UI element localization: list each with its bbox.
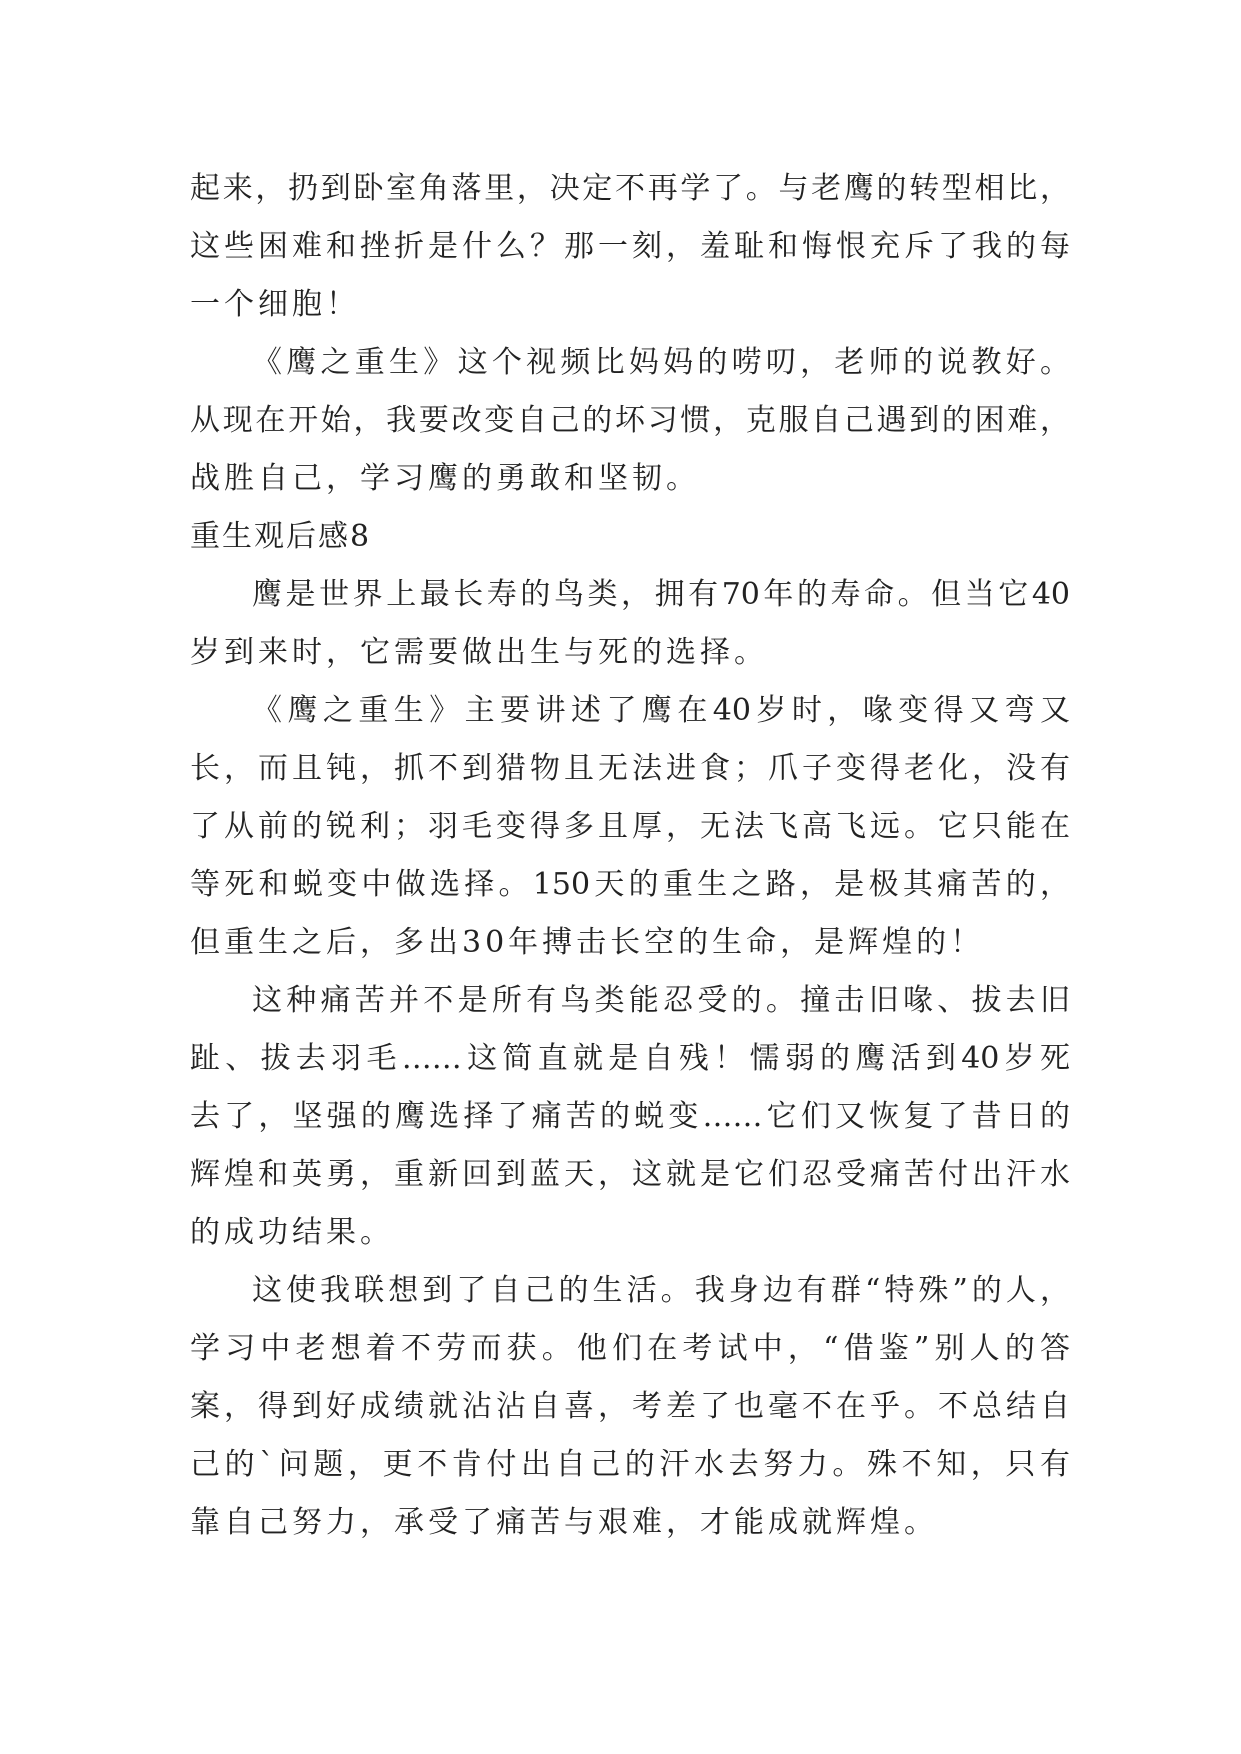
section-heading-block <box>190 508 1070 566</box>
paragraph <box>190 972 1070 1262</box>
text-line: 这些困难和挫折是什么？那一刻，羞耻和悔恨充斥了我的每 <box>190 229 1070 264</box>
text-line: 靠自己努力，承受了痛苦与艰难，才能成就辉煌。 <box>190 1505 938 1540</box>
section-heading: 重生观后感8 <box>190 519 372 554</box>
text-line: 学习中老想着不劳而获。他们在考试中，“借鉴”别人的答 <box>190 1331 1070 1366</box>
text-line: 的成功结果。 <box>190 1215 394 1250</box>
text-line: 鹰是世界上最长寿的鸟类，拥有70年的寿命。但当它40 <box>252 577 1070 612</box>
paragraph <box>190 566 1070 682</box>
paragraph <box>190 334 1070 508</box>
text-line: 起来，扔到卧室角落里，决定不再学了。与老鹰的转型相比， <box>190 171 1070 206</box>
text-line: 从现在开始，我要改变自己的坏习惯，克服自己遇到的困难， <box>190 403 1070 438</box>
text-line: 等死和蜕变中做选择。150天的重生之路，是极其痛苦的， <box>190 867 1070 902</box>
text-line: 战胜自己，学习鹰的勇敢和坚韧。 <box>190 461 700 496</box>
text-line: 己的`问题，更不肯付出自己的汗水去努力。殊不知，只有 <box>190 1447 1070 1482</box>
text-line: 长，而且钝，抓不到猎物且无法进食；爪子变得老化，没有 <box>190 751 1070 786</box>
paragraph <box>190 1262 1070 1552</box>
text-line: 《鹰之重生》这个视频比妈妈的唠叨，老师的说教好。 <box>252 345 1070 380</box>
text-line: 了从前的锐利；羽毛变得多且厚，无法飞高飞远。它只能在 <box>190 809 1070 844</box>
text-line: 这使我联想到了自己的生活。我身边有群“特殊”的人， <box>252 1273 1070 1308</box>
text-line: 案，得到好成绩就沾沾自喜，考差了也毫不在乎。不总结自 <box>190 1389 1070 1424</box>
text-line: 岁到来时，它需要做出生与死的选择。 <box>190 635 768 670</box>
text-line: 去了，坚强的鹰选择了痛苦的蜕变……它们又恢复了昔日的 <box>190 1099 1070 1134</box>
text-line: 辉煌和英勇，重新回到蓝天，这就是它们忍受痛苦付出汗水 <box>190 1157 1070 1192</box>
text-line: 《鹰之重生》主要讲述了鹰在40岁时，喙变得又弯又 <box>252 693 1070 728</box>
paragraph <box>190 682 1070 972</box>
text-line: 趾、拔去羽毛……这简直就是自残！懦弱的鹰活到40岁死 <box>190 1041 1070 1076</box>
text-line: 一个细胞！ <box>190 287 360 322</box>
text-line: 这种痛苦并不是所有鸟类能忍受的。撞击旧喙、拔去旧 <box>252 983 1070 1018</box>
paragraph <box>190 160 1070 334</box>
text-line: 但重生之后，多出30年搏击长空的生命，是辉煌的！ <box>190 925 985 960</box>
document-body <box>190 160 1070 1552</box>
